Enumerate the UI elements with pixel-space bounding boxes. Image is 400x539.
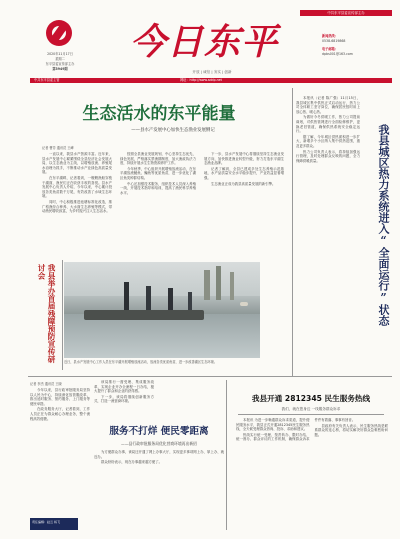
paragraph: 一直以来，我县水产资源丰富。近年来，县水产发展中心紧紧围绕全县经济社会发展大局，以生态渔业为主线，以增殖放流、养殖尾水治理为抓手，不断推动水产业绿色高质量发展。	[42, 152, 112, 175]
paragraph: 今年秋季，中心组织开展增殖放流活动，在东平湖放流鲢鱼、鳙鱼等优质鱼苗，进一步优化了湖区鱼类种群结构。	[120, 166, 196, 180]
lead-byline: 记者 曹芳 通讯员 王峰	[42, 146, 74, 150]
email-address: dpbs001@163.com	[322, 52, 353, 56]
paragraph: 中心还加强技术服务，组织技术人员深入养殖一线，开展技术指导和培训，提高了渔民科学养殖水平。	[120, 181, 196, 195]
side-headline: 我县举办首届残障预防宣传研讨会	[37, 264, 56, 363]
lead-body-right	[204, 152, 284, 248]
email-label: 电子邮箱：	[322, 47, 338, 51]
masthead-band	[30, 78, 392, 83]
paragraph: 群众纷纷表示，现在办事越来越方便了。	[101, 460, 163, 465]
bottom-right-story	[230, 380, 392, 530]
website[interactable]: 网址：http://www.sddp.net	[180, 78, 222, 82]
issue-publisher: 东平县委宣传部主办	[45, 62, 75, 66]
masthead-title: 今日东平	[130, 21, 279, 63]
right-vertical-headline: 我县城区热力系统进入“全面运行”状态	[377, 124, 390, 326]
paragraph: 县政府有关负责人表示，民生服务热线是联系群众的连心桥，将切实解决好群众急难愁盼问题。	[314, 423, 388, 437]
paragraph: 同时，中心积极推进池塘标准化改造，推广稻渔综合种养、大水面生态养殖等模式，带动渔民增收致富，为乡村振兴注入生态活水。	[42, 199, 112, 214]
hotline-body	[236, 418, 388, 526]
section-divider	[238, 414, 384, 415]
bottom-body-a	[30, 388, 90, 516]
news-photo	[64, 262, 260, 358]
hotline-headline: 我县开通 2812345 民生服务热线	[251, 394, 371, 403]
lead-headline: 生态活水的东平能量	[82, 104, 236, 124]
paragraph: 下一步，县水产发展中心将继续坚持生态渔业发展方向，加快推进渔业转型升级，努力打造东平湖生态渔业品牌。	[204, 152, 284, 166]
paragraph: 热力公司负责人表示，将持续加强运行管理，及时处理群众反映的问题，全力保障供暖质量。	[296, 149, 360, 163]
bottom-byline: 记者 李杰 通讯员 王晓	[30, 382, 62, 386]
bottom-body-c	[94, 450, 224, 514]
issue-number: 第3949期	[52, 67, 68, 71]
column-divider	[292, 88, 293, 376]
lead-body-left	[42, 152, 112, 248]
top-right-note: 中共东平县委宣传部主办	[300, 10, 392, 16]
issue-weekday: 星期二	[55, 57, 65, 61]
bottom-subhead: ——县行政审批服务局优化营商环境再出新招	[121, 441, 197, 446]
right-column-story	[296, 96, 392, 374]
paragraph: 在政务服务大厅，记者看到，工作人员正在为群众耐心办理业务，整个流程高效便捷。	[30, 407, 90, 421]
paragraph: 为方便群众办事，该局还开通了网上办事大厅，实现更多事项网上办、掌上办、就近办。	[94, 450, 224, 459]
paragraph: 热线实行统一受理、按责转办、限时办结、统一督办、群众评议的工作机制，确保群众诉求件件有着落、事事有回音。	[236, 418, 356, 442]
paragraph: 为做好今冬供暖工作，热力公司提前谋划，对供热管网进行全面检修维护，更换老旧管道，确保供热系统安全稳定运行。	[296, 115, 360, 134]
newspaper-logo	[46, 20, 72, 46]
paragraph: 在东平湖畔，记者看到，一艘艘渔船穿梭于湖面，渔民们正在收获丰收的喜悦。县水产发展中心负责人介绍，今年以来，中心累计投放各类鱼苗数千万尾，有效改善了水域生态环境。	[42, 175, 112, 199]
paragraph: 今年以来，县行政审批服务局坚持以人民为中心，持续深化放管服改革，推出延时服务、预约服务、上门服务等便民举措。	[30, 388, 90, 406]
issue-date: 2020年11月17日	[47, 52, 73, 56]
bottom-body-b	[94, 380, 154, 424]
section-divider	[28, 376, 392, 377]
paragraph: 生态渔业正成为我县高质量发展的新引擎。	[211, 181, 276, 186]
bottom-left-story	[30, 380, 224, 530]
paragraph: 下一步，该局将继续创新服务方式，打造一流营商环境。	[94, 394, 154, 404]
lead-subhead: ——县水产发展中心加快生态渔业发展侧记	[131, 128, 215, 133]
paragraph: 本报讯 为进一步畅通群众诉求渠道，提升便民服务水平，我县正式开通2812345民生服务热线，全天候受理群众咨询、投诉、求助和建议。	[236, 418, 310, 432]
bottom-left-footer	[30, 518, 78, 530]
hotline-number: 0538-6819868	[322, 39, 346, 43]
paragraph: 按照全县渔业发展规划，中心坚持生态优先、绿色发展，严格落实禁渔期制度，加大渔政执法力度，持续开展水生生物资源养护工作。	[120, 152, 196, 166]
masthead-slogan: 开放 | 诚信 | 务实 | 创新	[192, 70, 232, 74]
paragraph: 记者了解到，全县已建成多处生态养殖示范基地，水产品质量安全水平稳步提升，产业效益显著增强。	[204, 166, 284, 180]
hotline-label: 新闻热线：	[322, 34, 338, 38]
paragraph: 本报讯（记者 陈广强）11月15日，我县城区集中供热正式启动运行，热力公司全体职工坚守岗位，确保居民按时用上放心热、暖心热。	[296, 96, 360, 114]
hotline-subhead: 我们，就在您身边 一线服务群众诉求	[281, 407, 341, 411]
column-divider	[226, 380, 227, 530]
masthead	[0, 0, 400, 86]
lead-body-mid	[120, 152, 196, 248]
right-column-body	[296, 96, 360, 372]
left-band-note: 中共东平县委主管	[34, 78, 60, 82]
paragraph: 该局推行一窗受理、集成服务改革，实现企业开办全流程一日办结，极大提升了群众和企业的获得感。	[94, 380, 154, 394]
photo-caption: 近日，县水产发展中心工作人员在东平湖开展增殖放流活动，放流各类优质鱼苗，进一步改善湖区生态环境。	[64, 360, 217, 364]
bottom-headline: 服务不打烊 便民零距离	[109, 426, 209, 437]
side-headline-block	[30, 260, 63, 370]
footer-note: 责任编辑：赵云 杨飞	[32, 520, 60, 524]
paragraph: 据了解，今年城区供热面积进一步扩大，新增多个小区纳入集中供热范围，惠及更多群众。	[296, 134, 360, 148]
